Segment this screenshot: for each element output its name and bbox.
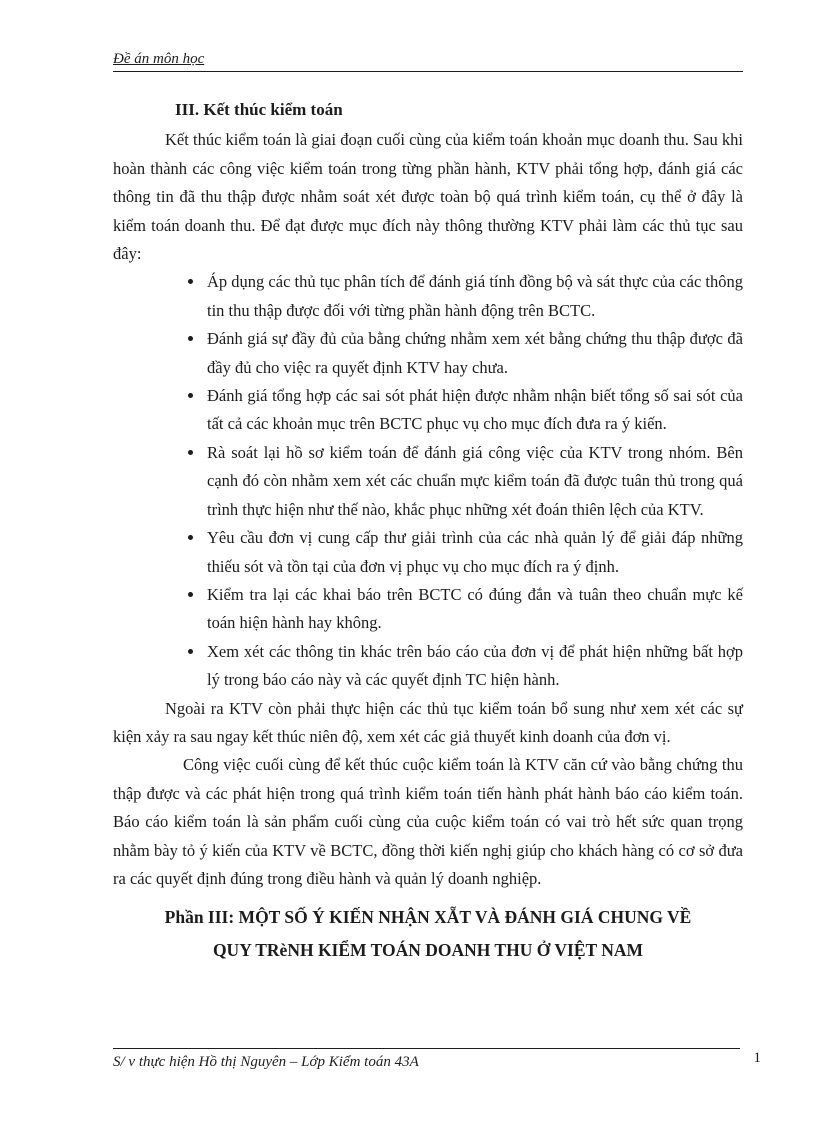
bullet-item: • Yêu cầu đơn vị cung cấp thư giải trình của các nhà quản lý để giải đáp những thiếu sót và tồn tại của đơn vị phục vụ cho mục đích ra ý định.: [205, 524, 743, 581]
paragraph-conclusion: Công việc cuối cùng để kết thúc cuộc kiểm toán là KTV căn cứ vào bằng chứng thu thập được và các phát hiện trong quá trình kiểm toán tiến hành phát hành báo cáo kiểm toán. Báo cáo kiểm toán là sản phẩm cuối cùng của cuộc kiểm toán có vai trò hết sức quan trọng nhằm bày tỏ ý kiến của KTV về BCTC, đồng thời kiến nghị giúp cho khách hàng có cơ sở đưa ra các quyết định đúng trong điều hành và quản lý doanh nghiệp.: [113, 755, 743, 888]
section-heading: III. Kết thúc kiểm toán: [175, 100, 343, 119]
page-number: 1: [753, 1050, 761, 1066]
closing-heading-line1: Phần III: MỘT SỐ Ý KIẾN NHẬN XẴT VÀ ĐÁNH GIÁ CHUNG VỀ: [164, 907, 692, 928]
bullet-item: • Áp dụng các thủ tục phân tích để đánh giá tính đồng bộ và sát thực của các thông tin thu thập được đối với từng phần hành động trên BCTC.: [205, 268, 743, 325]
footer-rule: [113, 1048, 740, 1071]
page-header: [113, 50, 743, 72]
footer-text: S/ v thực hiện Hồ thị Nguyên – Lớp Kiểm toán 43A: [113, 1054, 419, 1070]
page-content: [113, 96, 743, 967]
bullet-item: • Kiểm tra lại các khai báo trên BCTC có đúng đắn và tuân theo chuẩn mực kế toán hiện hành hay không.: [205, 581, 743, 638]
bullet-item: • Xem xét các thông tin khác trên báo cáo của đơn vị để phát hiện những bất hợp lý trong báo cáo này và các quyết định TC hiện hành.: [205, 638, 743, 695]
closing-heading: [113, 901, 743, 967]
paragraph-additional: Ngoài ra KTV còn phải thực hiện các thủ tục kiểm toán bổ sung như xem xét các sự kiện xảy ra sau ngay kết thúc niên độ, xem xét các giả thuyết kinh doanh của đơn vị.: [113, 698, 743, 746]
bullet-item: • Rà soát lại hồ sơ kiểm toán để đánh giá công việc của KTV trong nhóm. Bên cạnh đó còn nhằm xem xét các chuẩn mực kiểm toán đã được tuân thủ trong quá trình thực hiện như thế nào, khắc phục những xét đoán thiên lệch của KTV.: [205, 439, 743, 524]
header-title: Đề án môn học: [113, 51, 205, 67]
bullet-item: • Đánh giá tổng hợp các sai sót phát hiện được nhằm nhận biết tổng số sai sót của tất cả các khoản mục trên BCTC phục vụ cho mục đích đưa ra ý kiến.: [205, 382, 743, 439]
bullet-item: • Đánh giá sự đầy đủ của bằng chứng nhằm xem xét bằng chứng thu thập được đã đầy đủ cho việc ra quyết định KTV hay chưa.: [205, 325, 743, 382]
bullet-list: [113, 268, 743, 694]
paragraph-intro: Kết thúc kiểm toán là giai đoạn cuối cùng của kiểm toán khoản mục doanh thu. Sau khi hoàn thành các công việc kiểm toán trong từng phần hành, KTV phải tổng hợp, đánh giá các thông tin đã thu thập được nhằm soát xét được toàn bộ quá trình kiểm toán, cụ thể ở đây là kiểm toán doanh thu. Để đạt được mục đích này thông thường KTV phải làm các thủ tục sau đây:: [113, 130, 743, 264]
page-footer: [113, 1048, 761, 1071]
closing-heading-line2: QUY TRèNH KIỂM TOÁN DOANH THU Ở VIỆT NAM: [212, 940, 644, 961]
